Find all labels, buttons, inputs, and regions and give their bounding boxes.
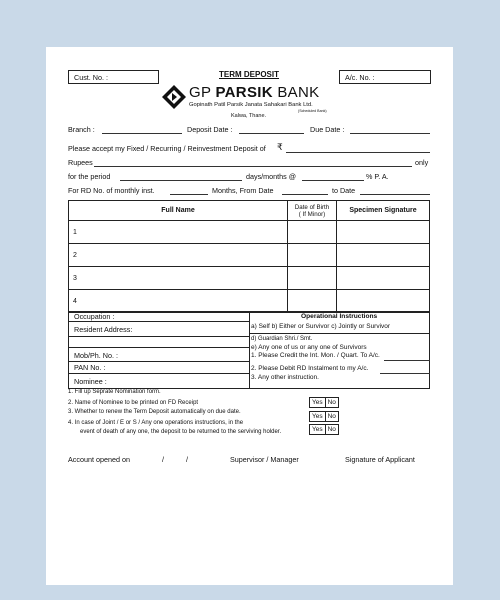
form-title: TERM DEPOSIT (219, 70, 280, 79)
mob-ph-label[interactable]: Mob/Ph. No. : (74, 351, 118, 360)
address-rule-2 (68, 347, 249, 348)
account-opened-label: Account opened on (68, 455, 130, 464)
percent-pa-label: % P. A. (366, 172, 389, 181)
occupation-label[interactable]: Occupation : (74, 312, 115, 321)
no-option[interactable]: No (326, 411, 339, 422)
credit-account-line[interactable] (384, 360, 430, 361)
to-date-label: to Date (332, 186, 356, 195)
deposit-date-label: Deposit Date : (187, 125, 233, 134)
table-row (69, 244, 430, 267)
applicant-name-cell[interactable]: 3 (69, 267, 288, 290)
rupees-words-line[interactable] (94, 166, 412, 167)
operational-title: Operational Instructions (301, 313, 378, 320)
note-2: 2. Name of Nominee to be printed on FD Receipt (68, 400, 199, 406)
applicant-name-cell[interactable]: 1 (69, 221, 288, 244)
signature-of-applicant-label: Signature of Applicant (345, 455, 415, 464)
please-accept-text: Please accept my Fixed / Recurring / Reinvestment Deposit of (68, 144, 266, 153)
credit-interest-instruction[interactable]: 1. Please Credit the Int. Mon. / Quart. To A/c. (251, 352, 380, 359)
auto-renew-yes-no[interactable] (309, 411, 339, 422)
any-one-survivor-option[interactable]: e) Any one of us or any one of Survivors (251, 344, 367, 351)
applicant-dob-cell[interactable] (288, 244, 337, 267)
operational-mode-options[interactable]: a) Self b) Either or Survivor c) Jointly or Survivor (251, 323, 391, 330)
resident-address-label[interactable]: Resident Address: (74, 325, 133, 334)
rd-installments-label: For RD No. of monthly inst. (68, 186, 155, 195)
due-date-line[interactable] (350, 133, 430, 134)
other-instruction[interactable]: 3. Any other instruction. (251, 374, 319, 381)
mob-rule (68, 361, 249, 362)
operational-rule (249, 333, 430, 334)
nominee-label[interactable]: Nominee : (74, 377, 107, 386)
applicants-header-row (69, 201, 430, 221)
address-rule (68, 336, 249, 337)
table-row (69, 267, 430, 290)
yes-option[interactable]: Yes (309, 424, 326, 435)
pan-rule (68, 373, 249, 374)
no-option[interactable]: No (326, 397, 339, 408)
rate-line[interactable] (302, 180, 364, 181)
bank-full-name: Gopinath Patil Parsik Janata Sahakari Bank Ltd. (189, 102, 313, 108)
cust-no-label: Cust. No. : (74, 73, 108, 82)
dob-header: Date of Birth ( If Minor) (288, 201, 337, 221)
details-divider (249, 311, 250, 389)
occupation-rule (68, 321, 249, 322)
applicant-name-cell[interactable]: 2 (69, 244, 288, 267)
rd-installments-line[interactable] (170, 194, 208, 195)
note-4a: 4. In case of Joint / E or S / Any one operations instructions, in the (68, 420, 244, 426)
ac-no-field[interactable] (339, 70, 431, 84)
bank-name: GP PARSIK BANK (189, 84, 320, 101)
no-option[interactable]: No (326, 424, 339, 435)
applicant-dob-cell[interactable] (288, 290, 337, 313)
rupee-icon: ₹ (277, 142, 283, 152)
due-date-label: Due Date : (310, 125, 345, 134)
amount-line[interactable] (286, 152, 430, 153)
date-slash-1: / (162, 455, 164, 464)
guardian-label[interactable]: d) Guardian Shri./ Smt. (251, 336, 313, 342)
bank-logo-icon (161, 84, 187, 110)
ac-no-label: A/c. No. : (345, 73, 375, 82)
from-date-line[interactable] (282, 194, 328, 195)
applicant-signature-cell[interactable] (337, 221, 430, 244)
cust-no-field[interactable] (68, 70, 159, 84)
period-line[interactable] (120, 180, 242, 181)
applicant-dob-cell[interactable] (288, 221, 337, 244)
note-1: 1. Fill up Seprate Nomination form. (68, 389, 161, 395)
rupees-label: Rupees (68, 158, 93, 167)
supervisor-manager-label: Supervisor / Manager (230, 455, 299, 464)
date-slash-2: / (186, 455, 188, 464)
branch-line[interactable] (102, 133, 182, 134)
nominee-print-yes-no[interactable] (309, 397, 339, 408)
note-3: 3. Whether to renew the Term Deposit automatically on due date. (68, 409, 241, 415)
applicant-signature-cell[interactable] (337, 244, 430, 267)
period-label: for the period (68, 172, 111, 181)
pan-no-label[interactable]: PAN No. : (74, 363, 106, 372)
applicant-name-cell[interactable]: 4 (69, 290, 288, 313)
bank-subtitle: (Scheduled Bank) (298, 109, 327, 113)
days-months-label: days/months @ (246, 172, 297, 181)
applicant-signature-cell[interactable] (337, 267, 430, 290)
applicant-dob-cell[interactable] (288, 267, 337, 290)
debit-rd-instruction[interactable]: 2. Please Debit RD Instalment to my A/c. (251, 365, 369, 372)
months-from-date-label: Months, From Date (212, 186, 274, 195)
applicants-table (68, 200, 430, 313)
note-4b: event of death of any one, the deposit to be returned to the serviving holder. (80, 429, 282, 435)
branch-label: Branch : (68, 125, 95, 134)
only-label: only (415, 158, 429, 167)
applicant-signature-cell[interactable] (337, 290, 430, 313)
debit-account-line[interactable] (380, 373, 430, 374)
bank-location: Kalwa, Thane. (231, 113, 267, 119)
specimen-signature-header: Specimen Signature (337, 201, 430, 221)
table-row (69, 221, 430, 244)
table-row (69, 290, 430, 313)
yes-option[interactable]: Yes (309, 397, 326, 408)
yes-option[interactable]: Yes (309, 411, 326, 422)
full-name-header: Full Name (69, 201, 288, 221)
deposit-form (46, 47, 453, 585)
deposit-date-line[interactable] (239, 133, 304, 134)
to-date-line[interactable] (360, 194, 430, 195)
joint-return-yes-no[interactable] (309, 424, 339, 435)
